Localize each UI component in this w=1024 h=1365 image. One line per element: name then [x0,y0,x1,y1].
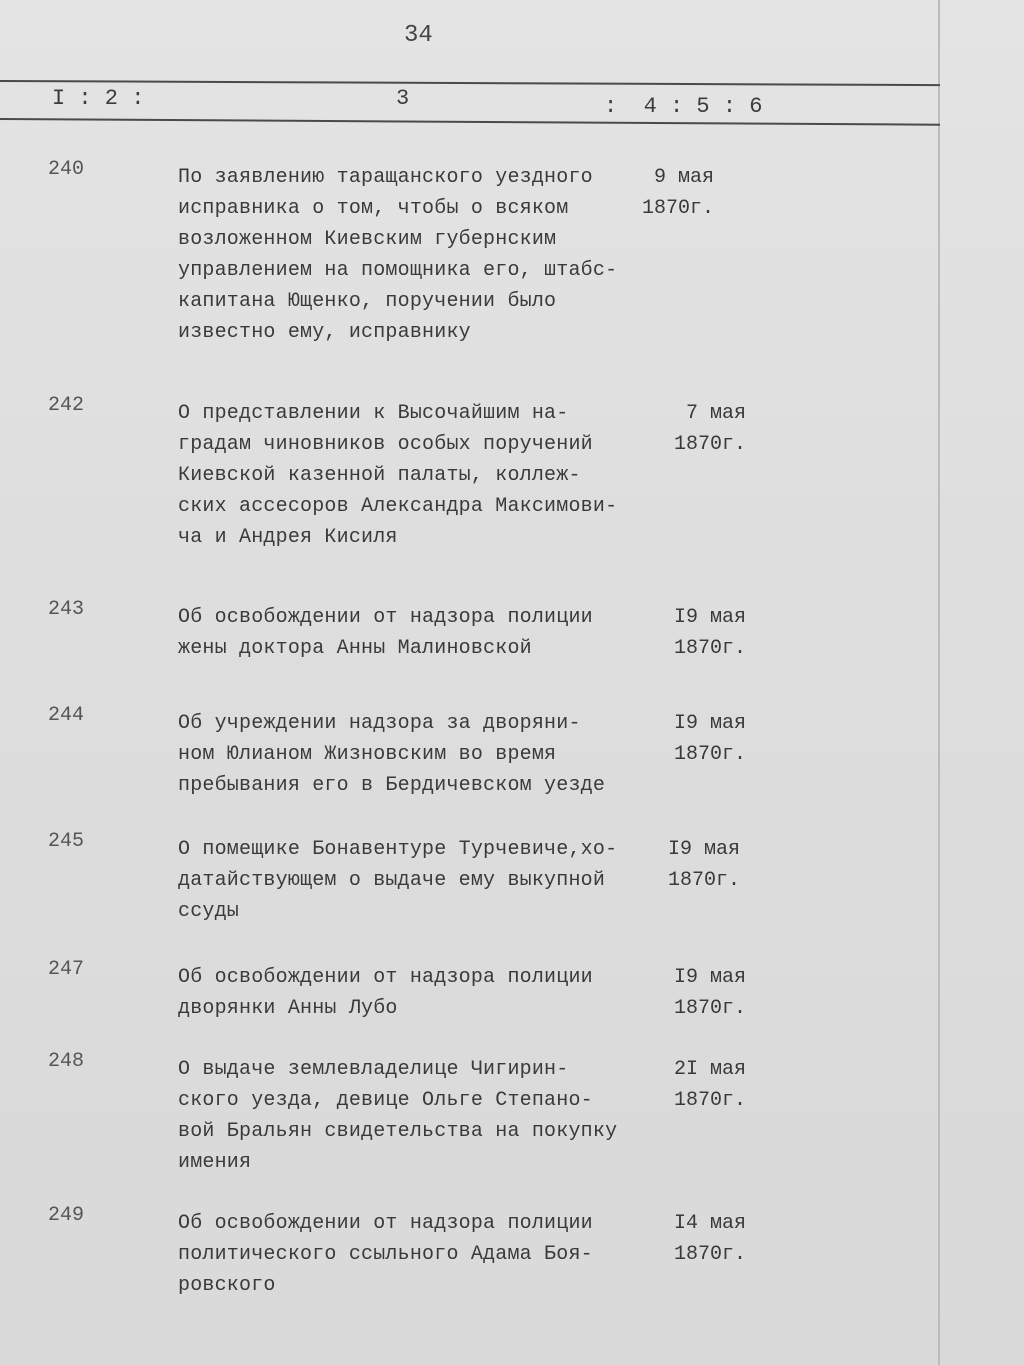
entry-date [636,962,746,1024]
entry-text-line: датайствующем о выдаче ему выкупной [178,869,606,892]
entry-date-year: 1870г. [673,433,746,456]
entry-date-day: I9 мая [667,838,740,861]
entry-number: 242 [48,394,85,417]
entry-date-year: 1870г. [673,743,746,766]
entry-text-line: политического ссыльного Адама Боя- [178,1243,593,1266]
entry-number: 245 [48,830,85,853]
entry-text-line: капитана Ющенко, поручении было [178,290,557,313]
entry-date-year: 1870г. [673,637,746,660]
entry-text-line: По заявлению таращанского уездного [178,166,593,189]
page-number: 34 [404,22,433,49]
entry-text-line: Об освобождении от надзора полиции [178,1212,593,1235]
entry-description [178,708,648,801]
entry-date-year: 1870г. [641,197,714,220]
entry-text-line: дворянки Анны Лубо [178,997,398,1020]
entry-date-day: 2I мая [673,1058,746,1081]
entry-date [636,708,746,770]
entry-date-year: 1870г. [673,1243,746,1266]
entry-text-line: пребывания его в Бердичевском уезде [178,774,606,797]
page-edge-divider [938,0,940,1365]
entry-text-line: градам чиновников особых поручений [178,433,593,456]
entry-date-day: 9 мая [653,166,714,189]
column-header-3: 3 [396,86,410,111]
entry-description [178,1208,648,1301]
entry-description [178,834,658,927]
entry-number: 244 [48,704,85,727]
entry-text-line: управлением на помощника его, штабс- [178,259,618,282]
column-header-1-2: I : 2 : [52,86,145,111]
entry-date-day: I9 мая [673,712,746,735]
entry-text-line: вой Бральян свидетельства на покупку [178,1120,618,1143]
entry-date-year: 1870г. [673,997,746,1020]
entry-text-line: ссуды [178,900,240,923]
entry-date [604,162,714,224]
entry-date-day: I4 мая [673,1212,746,1235]
entry-date-year: 1870г. [673,1089,746,1112]
entry-text-line: жены доктора Анны Малиновской [178,637,532,660]
entry-text-line: ча и Андрея Кисиля [178,526,398,549]
entry-text-line: ского уезда, девице Ольге Степано- [178,1089,593,1112]
entry-number: 247 [48,958,85,981]
entry-description [178,162,648,348]
entry-date-day: 7 мая [685,402,746,425]
entry-text-line: Об учреждении надзора за дворяни- [178,712,581,735]
entry-text-line: Об освобождении от надзора полиции [178,966,593,989]
entry-text-line: Об освобождении от надзора полиции [178,606,593,629]
entry-description [178,398,648,553]
entry-text-line: О выдаче землевладелице Чигирин- [178,1058,569,1081]
entry-text-line: ских ассесоров Александра Максимови- [178,495,618,518]
header-rule-bottom [0,118,940,126]
entry-number: 243 [48,598,85,621]
entry-number: 240 [48,158,85,181]
entry-date [636,1054,746,1116]
entry-number: 248 [48,1050,85,1073]
entry-text-line: Киевской казенной палаты, коллеж- [178,464,581,487]
entry-text-line: ровского [178,1274,276,1297]
entry-text-line: имения [178,1151,252,1174]
entry-description [178,962,648,1024]
entry-date [636,1208,746,1270]
entry-text-line: ном Юлианом Жизновским во время [178,743,557,766]
entry-description [178,1054,648,1178]
entry-date-day: I9 мая [673,966,746,989]
entry-date [636,398,746,460]
entry-number: 249 [48,1204,85,1227]
entry-description [178,602,648,664]
entry-text-line: известно ему, исправнику [178,321,471,344]
entry-date-day: I9 мая [673,606,746,629]
entry-text-line: исправника о том, чтобы о всяком [178,197,569,220]
entry-text-line: О представлении к Высочайшим на- [178,402,569,425]
entry-text-line: О помещике Бонавентуре Турчевиче,хо- [178,838,618,861]
column-header-4-5-6: : 4 : 5 : 6 [604,94,763,119]
entry-date [636,602,746,664]
entry-date [630,834,740,896]
entry-text-line: возложенном Киевским губернским [178,228,557,251]
entry-date-year: 1870г. [667,869,740,892]
